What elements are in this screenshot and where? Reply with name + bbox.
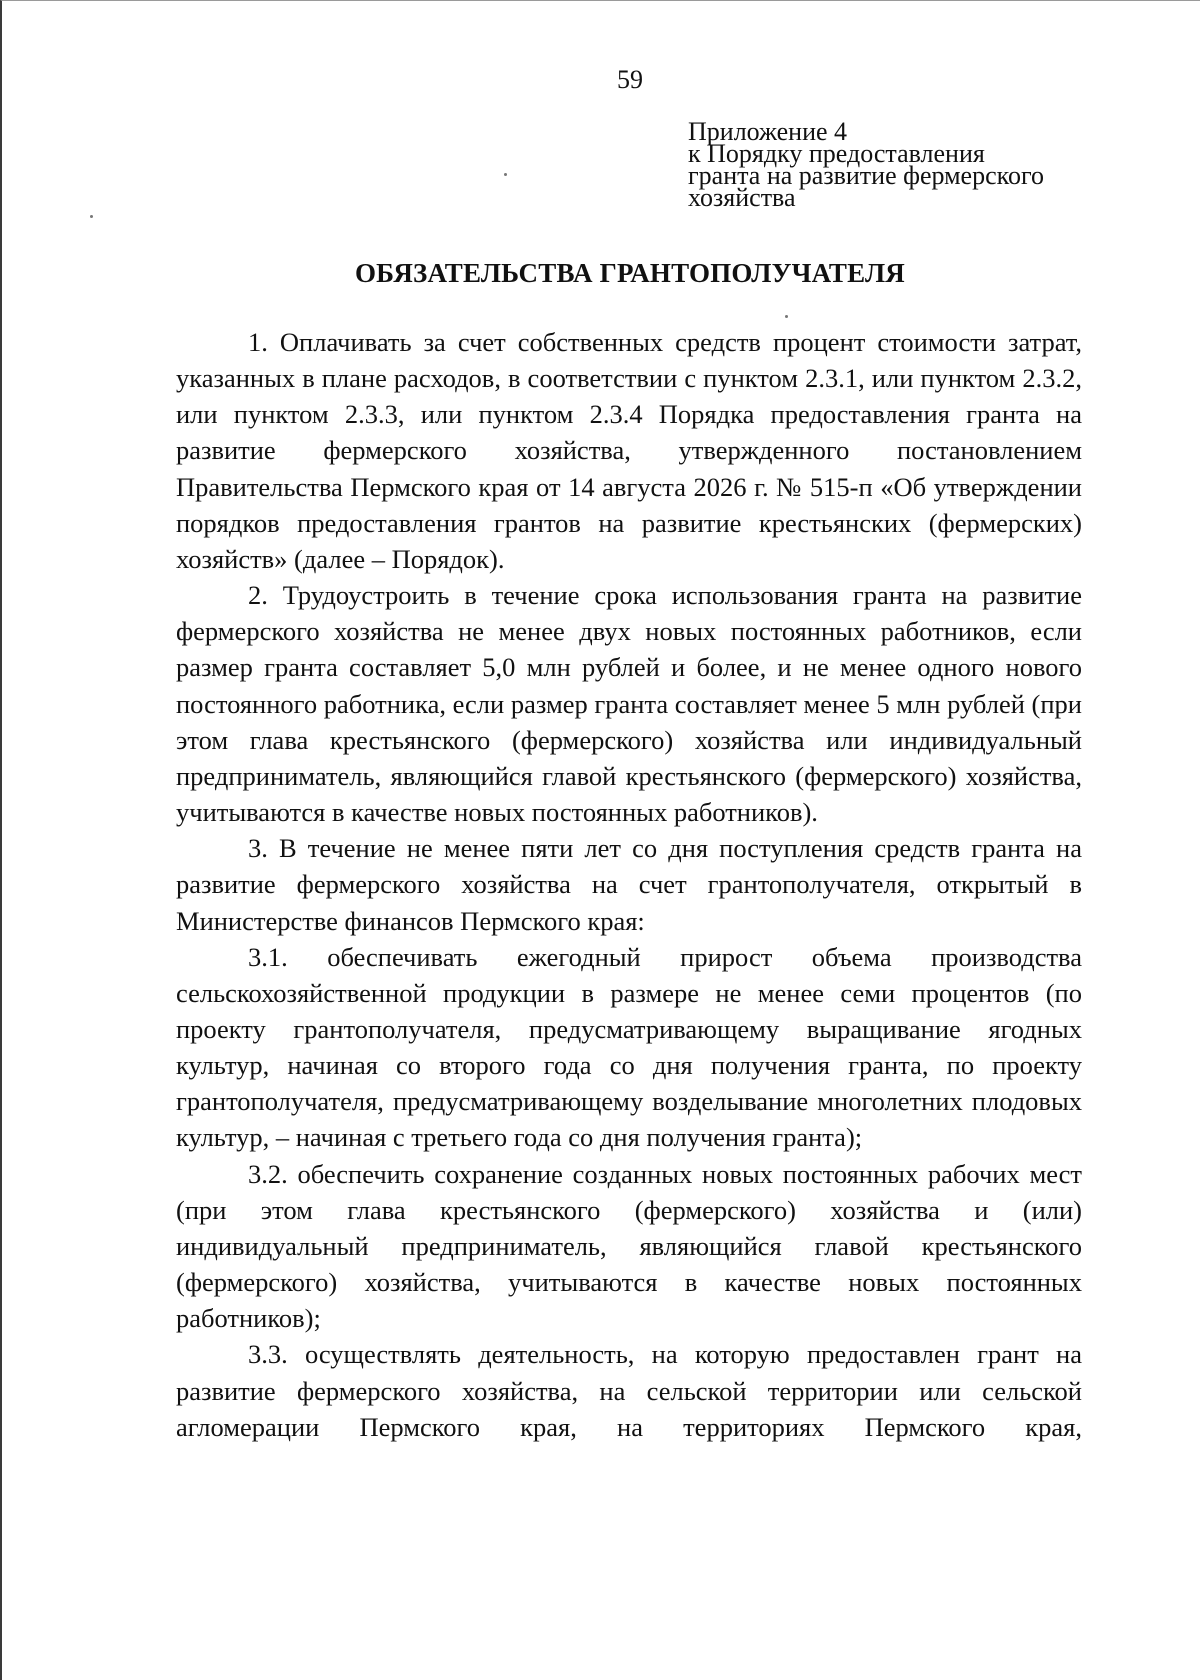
paragraph-3-1: 3.1. обеспечивать ежегодный прирост объема производства сельскохозяйственной продукции в размере не менее семи процентов (по проекту грантополучателя, предусматривающему выращивание ягодных культур, начиная со второго года со дня получения гранта, по проекту грантополучателя, предусматривающему возделывание многолетних плодовых культур, – начиная с третьего года со дня получения гранта);	[176, 941, 1082, 1153]
paragraph-1: 1. Оплачивать за счет собственных средств процент стоимости затрат, указанных в плане расходов, в соответствии с пунктом 2.3.1, или пунктом 2.3.2, или пунктом 2.3.3, или пунктом 2.3.4 Порядка предоставления гранта на развитие фермерского хозяйства, утвержденного постановлением Правительства Пермского края от 14 августа 2026 г. № 515-п «Об утверждении порядков предоставления грантов на развитие крестьянских (фермерских) хозяйств» (далее – Порядок).	[176, 327, 1082, 574]
document-body	[176, 324, 1082, 1445]
scan-speck	[504, 173, 507, 176]
paragraph-2: 2. Трудоустроить в течение срока использования гранта на развитие фермерского хозяйства не менее двух новых постоянных работников, если размер гранта составляет 5,0 млн рублей и более, и не менее одного нового постоянного работника, если размер гранта составляет менее 5 млн рублей (при этом глава крестьянского (фермерского) хозяйства или индивидуальный предприниматель, являющийся главой крестьянского (фермерского) хозяйства, учитываются в качестве новых постоянных работников).	[176, 580, 1082, 828]
paragraph-3: 3. В течение не менее пяти лет со дня поступления средств гранта на развитие фермерского хозяйства на счет грантополучателя, открытый в Министерстве финансов Пермского края:	[176, 833, 1082, 936]
page-number: 59	[617, 65, 643, 94]
document-title: ОБЯЗАТЕЛЬСТВА ГРАНТОПОЛУЧАТЕЛЯ	[354, 258, 906, 288]
appendix-line: гранта на развитие фермерского	[688, 161, 1044, 190]
appendix-line: Приложение 4	[688, 117, 848, 146]
appendix-line: к Порядку предоставления	[688, 139, 985, 168]
scan-speck	[785, 315, 788, 318]
paragraph-3-2: 3.2. обеспечить сохранение созданных новых постоянных рабочих мест (при этом глава крестьянского (фермерского) хозяйства и (или) индивидуальный предприниматель, являющийся главой крестьянского (фермерского) хозяйства, учитываются в качестве новых постоянных работников);	[176, 1158, 1082, 1334]
paragraph-3-3: 3.3. осуществлять деятельность, на которую предоставлен грант на развитие фермерского хозяйства, на сельской территории или сельской агломерации Пермского края, на территориях Пермского края,	[176, 1339, 1082, 1442]
appendix-header	[688, 117, 1158, 212]
scan-speck	[90, 215, 93, 218]
appendix-line: хозяйства	[688, 183, 796, 212]
